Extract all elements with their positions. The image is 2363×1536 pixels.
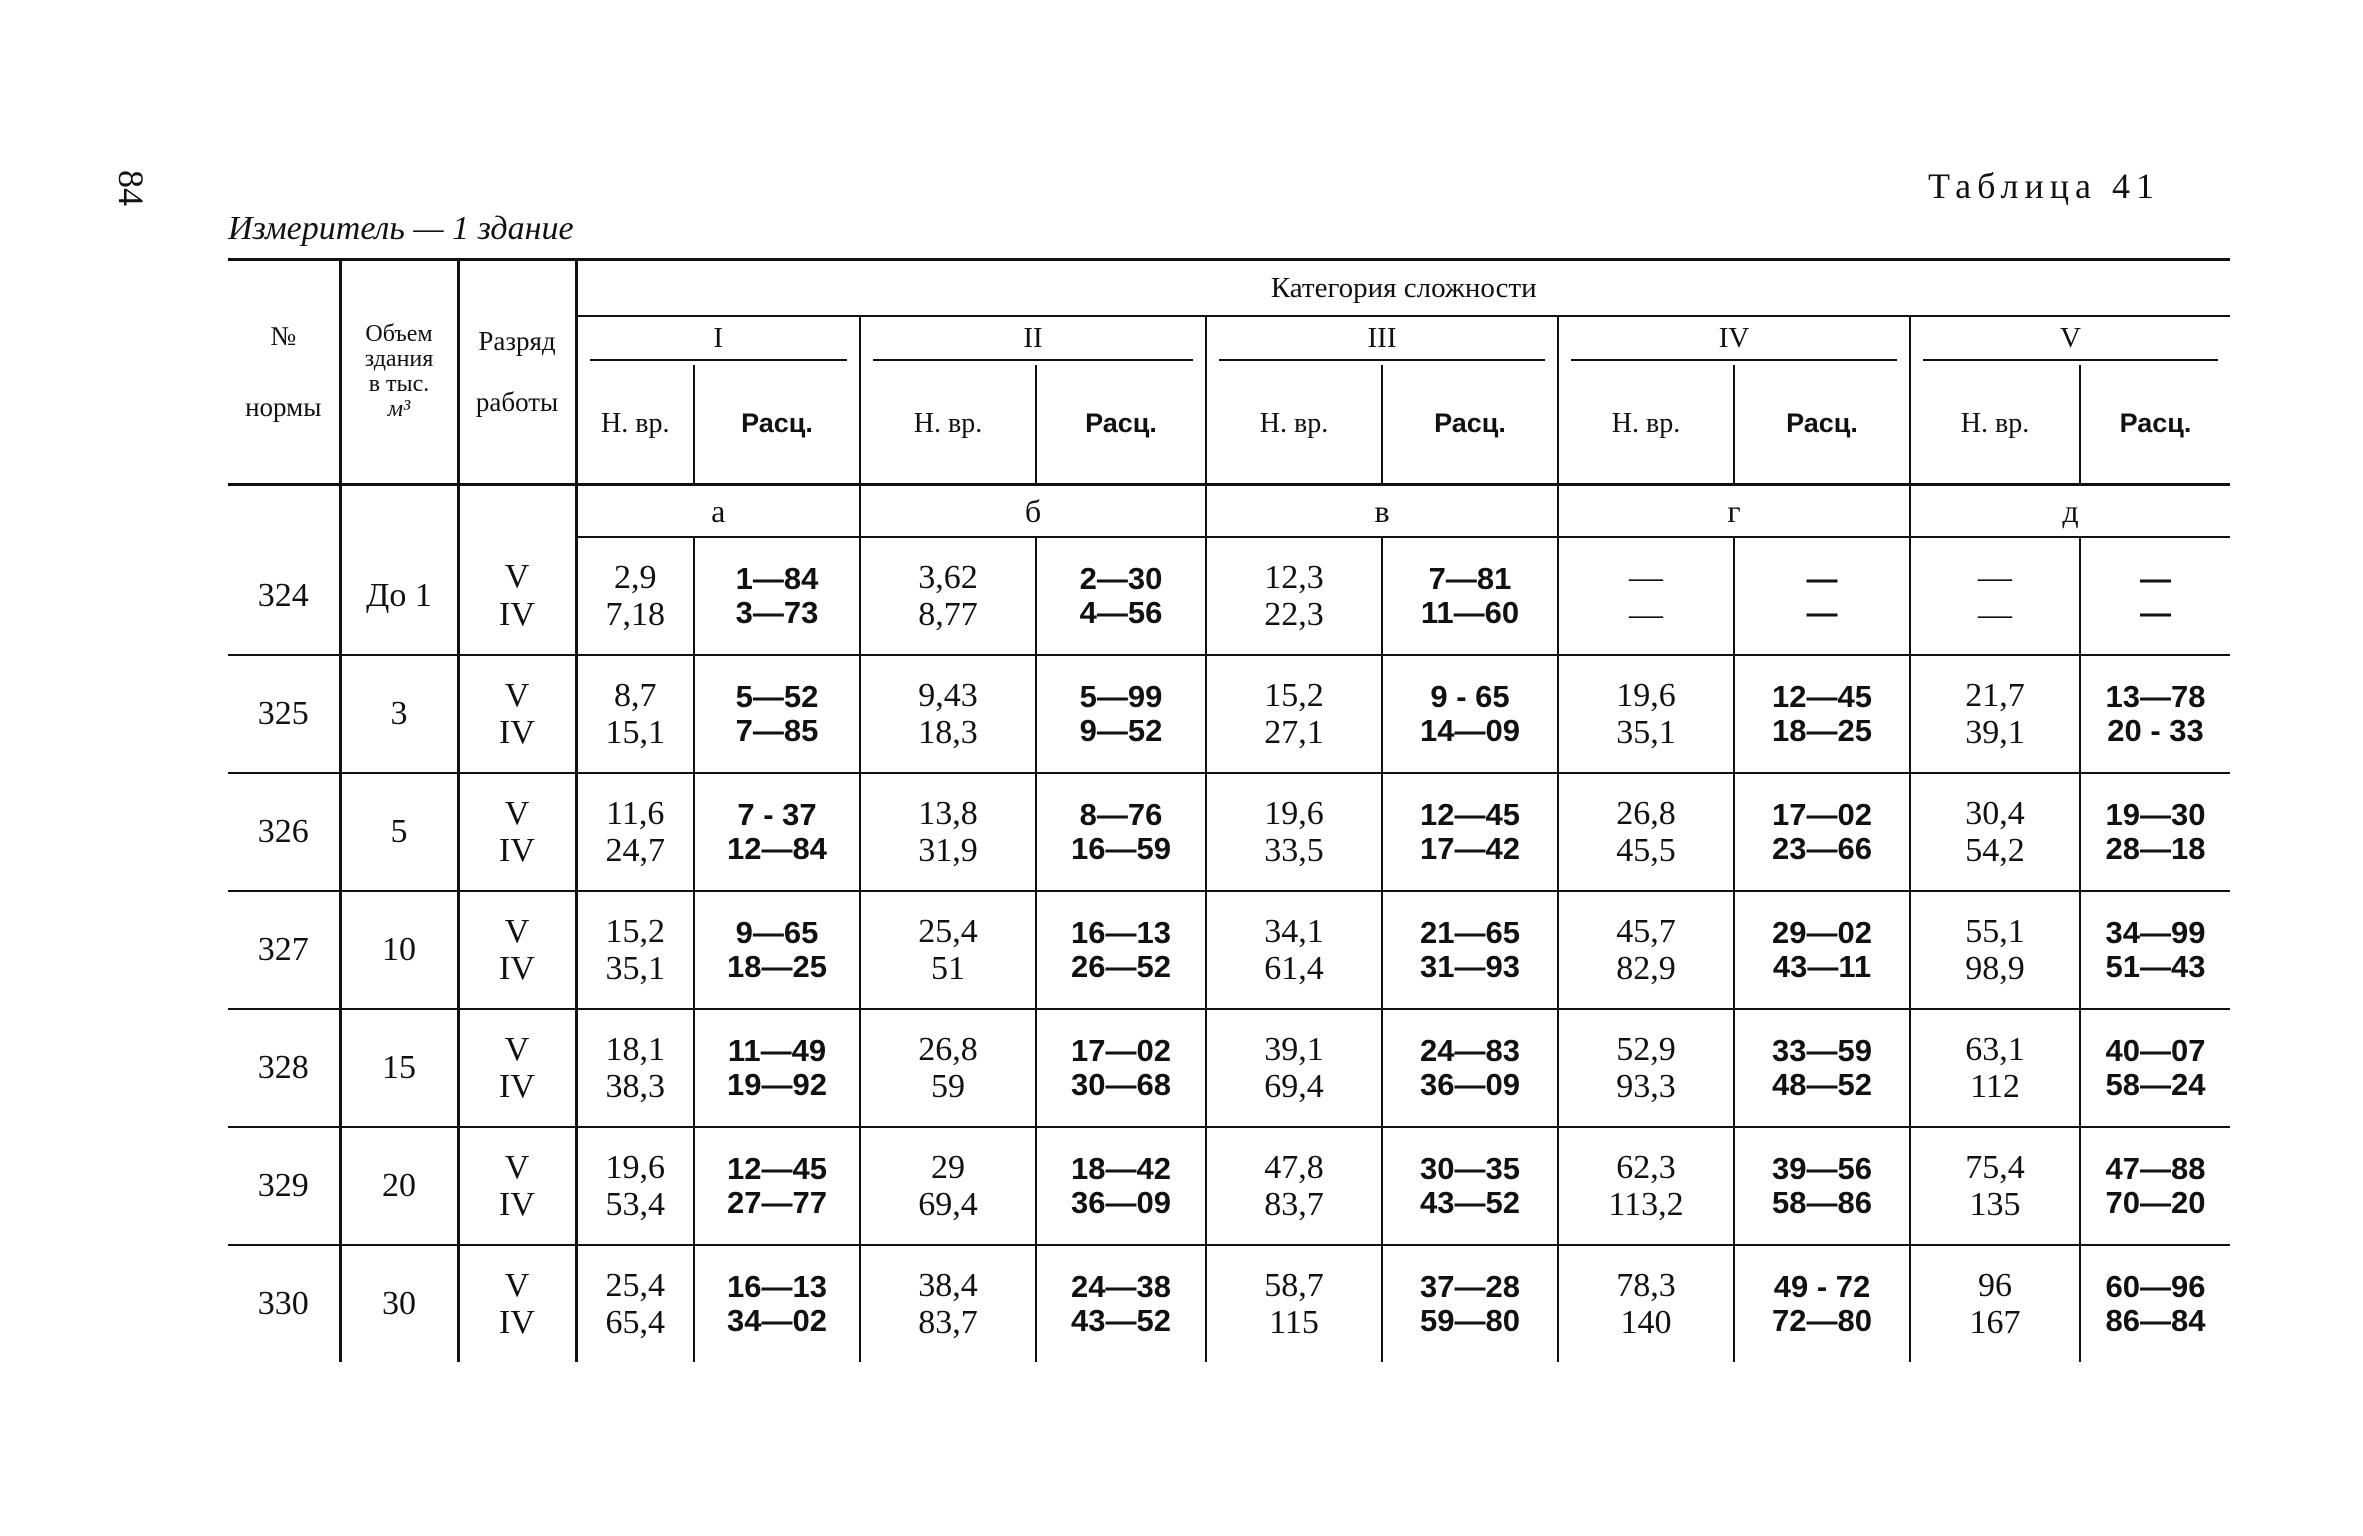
time-norm-cell: 19,6 35,1 xyxy=(1558,655,1734,773)
header-category-IV: IV xyxy=(1558,316,1910,365)
rate-cell: 39—56 58—86 xyxy=(1734,1127,1910,1245)
norm-number: 325 xyxy=(228,655,340,773)
header-volume: Объем здания в тыс. м³ xyxy=(340,260,458,485)
building-volume: 10 xyxy=(340,891,458,1009)
rate-cell: 21—65 31—93 xyxy=(1382,891,1558,1009)
rate-cell: 5—99 9—52 xyxy=(1036,655,1206,773)
time-norm-cell: 96 167 xyxy=(1910,1245,2080,1362)
header-category-III: III xyxy=(1206,316,1558,365)
time-norm-cell: 11,6 24,7 xyxy=(576,773,694,891)
rate-cell: 12—45 17—42 xyxy=(1382,773,1558,891)
time-norm-cell: 30,4 54,2 xyxy=(1910,773,2080,891)
rate-cell: 12—45 27—77 xyxy=(694,1127,860,1245)
header-category-I: I xyxy=(576,316,860,365)
rate-cell: 7 - 37 12—84 xyxy=(694,773,860,891)
rate-cell: 17—02 23—66 xyxy=(1734,773,1910,891)
time-norm-cell: 29 69,4 xyxy=(860,1127,1036,1245)
time-norm-cell: 9,43 18,3 xyxy=(860,655,1036,773)
header-n-vr: Н. вр. xyxy=(1558,365,1734,485)
time-norm-cell: 39,1 69,4 xyxy=(1206,1009,1382,1127)
rate-cell: 16—13 26—52 xyxy=(1036,891,1206,1009)
rate-cell: 7—81 11—60 xyxy=(1382,537,1558,655)
letter-v: в xyxy=(1206,485,1558,538)
rate-cell: 34—99 51—43 xyxy=(2080,891,2230,1009)
table-row xyxy=(228,655,2230,773)
time-norm-cell: 25,4 65,4 xyxy=(576,1245,694,1362)
time-norm-cell: 75,4 135 xyxy=(1910,1127,2080,1245)
letter-b: б xyxy=(860,485,1206,538)
time-norm-cell: 52,9 93,3 xyxy=(1558,1009,1734,1127)
time-norm-cell: 45,7 82,9 xyxy=(1558,891,1734,1009)
time-norm-cell: 38,4 83,7 xyxy=(860,1245,1036,1362)
table-row xyxy=(228,1245,2230,1362)
time-norm-cell: 3,62 8,77 xyxy=(860,537,1036,655)
norm-number: 330 xyxy=(228,1245,340,1362)
time-norm-cell: 12,3 22,3 xyxy=(1206,537,1382,655)
letter-d: д xyxy=(1910,485,2230,538)
work-grade: V IV xyxy=(458,773,576,891)
header-n-vr: Н. вр. xyxy=(1910,365,2080,485)
rate-cell: 24—83 36—09 xyxy=(1382,1009,1558,1127)
table-row xyxy=(228,773,2230,891)
time-norm-cell: — — xyxy=(1910,537,2080,655)
rate-cell: 17—02 30—68 xyxy=(1036,1009,1206,1127)
header-rasc: Расц. xyxy=(694,365,860,485)
time-norm-cell: 8,7 15,1 xyxy=(576,655,694,773)
rate-cell: 37—28 59—80 xyxy=(1382,1245,1558,1362)
time-norm-cell: 19,6 33,5 xyxy=(1206,773,1382,891)
time-norm-cell: 63,1 112 xyxy=(1910,1009,2080,1127)
header-rasc: Расц. xyxy=(1036,365,1206,485)
work-grade: V IV xyxy=(458,655,576,773)
header-rasc: Расц. xyxy=(2080,365,2230,485)
norm-number: 329 xyxy=(228,1127,340,1245)
time-norm-cell: 58,7 115 xyxy=(1206,1245,1382,1362)
header-norm-no: № нормы xyxy=(245,320,322,422)
time-norm-cell: 62,3 113,2 xyxy=(1558,1127,1734,1245)
time-norm-cell: 26,8 59 xyxy=(860,1009,1036,1127)
time-norm-cell: 34,1 61,4 xyxy=(1206,891,1382,1009)
time-norm-cell: 18,1 38,3 xyxy=(576,1009,694,1127)
table-caption: Таблица 41 xyxy=(1928,166,2160,206)
rate-cell: 8—76 16—59 xyxy=(1036,773,1206,891)
rate-cell: 49 - 72 72—80 xyxy=(1734,1245,1910,1362)
work-grade: V IV xyxy=(458,1127,576,1245)
rate-cell: 9 - 65 14—09 xyxy=(1382,655,1558,773)
rate-cell: 11—49 19—92 xyxy=(694,1009,860,1127)
table-row xyxy=(228,891,2230,1009)
rate-cell: 33—59 48—52 xyxy=(1734,1009,1910,1127)
norm-number: 327 xyxy=(228,891,340,1009)
page-number: 84 xyxy=(111,170,151,206)
rate-cell: 2—30 4—56 xyxy=(1036,537,1206,655)
letter-g: г xyxy=(1558,485,1910,538)
header-n-vr: Н. вр. xyxy=(576,365,694,485)
time-norm-cell: 47,8 83,7 xyxy=(1206,1127,1382,1245)
building-volume: 30 xyxy=(340,1245,458,1362)
rate-cell: 18—42 36—09 xyxy=(1036,1127,1206,1245)
header-rasc: Расц. xyxy=(1734,365,1910,485)
time-norm-cell: 55,1 98,9 xyxy=(1910,891,2080,1009)
time-norm-cell: 21,7 39,1 xyxy=(1910,655,2080,773)
time-norm-cell: 15,2 35,1 xyxy=(576,891,694,1009)
time-norm-cell: 25,4 51 xyxy=(860,891,1036,1009)
rate-cell: 5—52 7—85 xyxy=(694,655,860,773)
header-category-title: Категория сложности xyxy=(576,260,2230,317)
header-grade: Разряд работы xyxy=(458,260,576,485)
time-norm-cell: 78,3 140 xyxy=(1558,1245,1734,1362)
header-n-vr: Н. вр. xyxy=(860,365,1036,485)
rate-cell: 29—02 43—11 xyxy=(1734,891,1910,1009)
building-volume: 15 xyxy=(340,1009,458,1127)
rate-cell: 13—78 20 - 33 xyxy=(2080,655,2230,773)
rate-cell: 16—13 34—02 xyxy=(694,1245,860,1362)
building-volume: 20 xyxy=(340,1127,458,1245)
norm-number: 328 xyxy=(228,1009,340,1127)
rate-cell: 47—88 70—20 xyxy=(2080,1127,2230,1245)
time-norm-cell: 13,8 31,9 xyxy=(860,773,1036,891)
header-rasc: Расц. xyxy=(1382,365,1558,485)
table-row xyxy=(228,1009,2230,1127)
work-grade: V IV xyxy=(458,1009,576,1127)
rate-cell: — — xyxy=(2080,537,2230,655)
rate-cell: 40—07 58—24 xyxy=(2080,1009,2230,1127)
time-norm-cell: 19,6 53,4 xyxy=(576,1127,694,1245)
time-norm-cell: 2,9 7,18 xyxy=(576,537,694,655)
rate-cell: 30—35 43—52 xyxy=(1382,1127,1558,1245)
rate-cell: 19—30 28—18 xyxy=(2080,773,2230,891)
building-volume: 3 xyxy=(340,655,458,773)
time-norm-cell: — — xyxy=(1558,537,1734,655)
norm-number: 324 xyxy=(257,576,309,614)
rate-cell: 9—65 18—25 xyxy=(694,891,860,1009)
work-grade: V IV xyxy=(458,1245,576,1362)
building-volume: 5 xyxy=(340,773,458,891)
time-norm-cell: 15,2 27,1 xyxy=(1206,655,1382,773)
work-grade: V IV xyxy=(458,537,576,655)
table-row xyxy=(228,1127,2230,1245)
meter-label: Измеритель — 1 здание xyxy=(228,210,574,247)
norm-number: 326 xyxy=(228,773,340,891)
rate-cell: 1—84 3—73 xyxy=(694,537,860,655)
letter-a: а xyxy=(576,485,860,538)
work-grade: V IV xyxy=(458,891,576,1009)
rate-cell: 60—96 86—84 xyxy=(2080,1245,2230,1362)
table-row xyxy=(228,537,2230,655)
rate-cell: 24—38 43—52 xyxy=(1036,1245,1206,1362)
table-body xyxy=(228,537,2230,1362)
rate-cell: 12—45 18—25 xyxy=(1734,655,1910,773)
time-norm-cell: 26,8 45,5 xyxy=(1558,773,1734,891)
header-category-II: II xyxy=(860,316,1206,365)
building-volume: До 1 xyxy=(340,537,458,655)
header-n-vr: Н. вр. xyxy=(1206,365,1382,485)
header-category-V: V xyxy=(1910,316,2230,365)
norms-table xyxy=(228,258,2230,1362)
rate-cell: — — xyxy=(1734,537,1910,655)
